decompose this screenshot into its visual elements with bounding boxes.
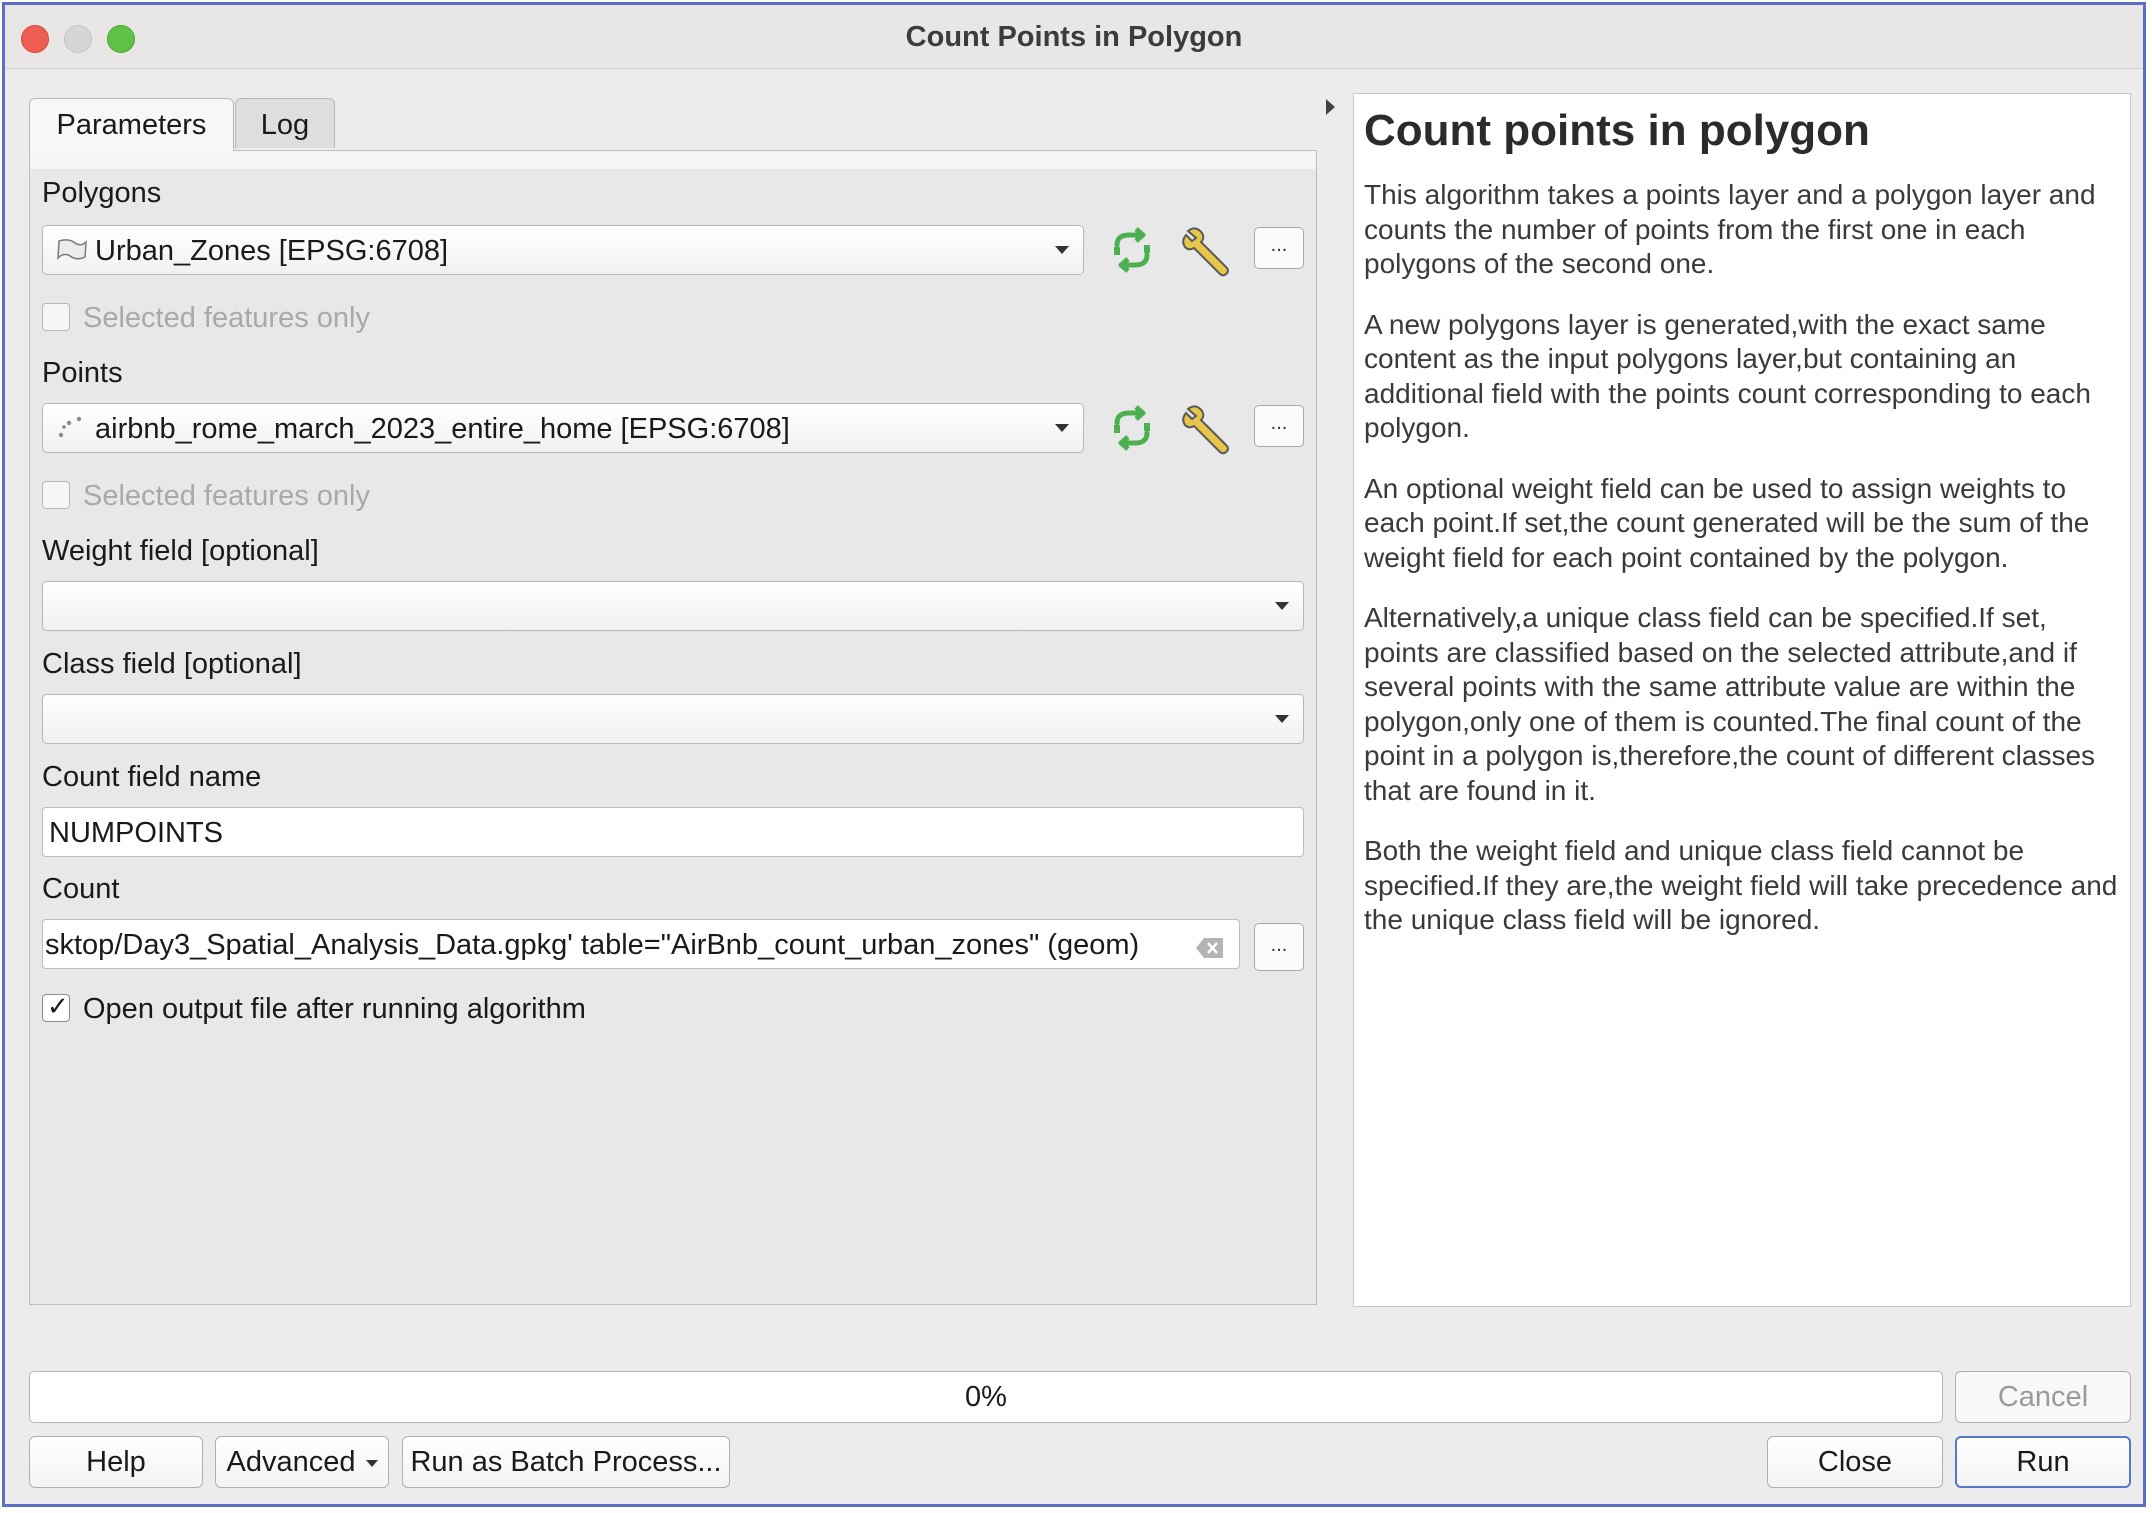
point-layer-icon [55, 413, 85, 451]
polygons-value: Urban_Zones [EPSG:6708] [95, 235, 449, 267]
window-title: Count Points in Polygon [905, 21, 1243, 53]
tab-log[interactable]: Log [235, 98, 335, 148]
help-title: Count points in polygon [1364, 106, 1870, 155]
polygons-label: Polygons [42, 177, 162, 209]
close-button[interactable]: Close [1767, 1436, 1943, 1488]
count-field-name-label: Count field name [42, 761, 262, 793]
tab-parameters[interactable]: Parameters [29, 98, 234, 151]
wrench-icon[interactable] [1180, 223, 1234, 277]
chevron-down-icon [1275, 602, 1289, 610]
clear-icon[interactable] [1195, 934, 1225, 967]
count-field-name-input[interactable] [42, 807, 1304, 857]
help-panel [1353, 93, 2131, 1307]
more-label: ... [1270, 934, 1288, 956]
chevron-down-icon [1055, 246, 1069, 254]
count-output-input[interactable] [42, 919, 1240, 969]
polygons-selected-only-label: Selected features only [83, 302, 370, 334]
polygons-selected-only-checkbox[interactable] [42, 303, 70, 331]
polygons-combo[interactable] [42, 225, 1084, 275]
help-paragraph: This algorithm takes a points layer and a polygon layer and counts the number of points from the first one in each polygons of the second one. [1364, 179, 2096, 279]
dialog-window [2, 2, 2146, 1507]
weight-field-label: Weight field [optional] [42, 535, 319, 567]
help-paragraph: Both the weight field and unique class field cannot be specified.If they are,the weight field will take precedence and the unique class field will be ignored. [1364, 835, 2118, 935]
more-label: ... [1270, 412, 1288, 434]
open-output-checkbox[interactable] [42, 991, 70, 1022]
polygon-layer-icon [55, 237, 89, 271]
refresh-icon[interactable] [1105, 223, 1159, 277]
open-output-label: Open output file after running algorithm [83, 993, 586, 1025]
panel-top-strip [30, 151, 1316, 169]
count-output-value: sktop/Day3_Spatial_Analysis_Data.gpkg' table="AirBnb_count_urban_zones" (geom) [45, 929, 1140, 961]
help-paragraph: Alternatively,a unique class field can be specified.If set, points are classified based on the selected attribute,and if several points with the same attribute value are within the polygon,only one of them is counted.The final count of the point in a polygon is,therefore,the count of different classes that are found in it. [1364, 602, 2096, 806]
help-button[interactable]: Help [29, 1436, 203, 1488]
count-output-label: Count [42, 873, 120, 905]
points-value: airbnb_rome_march_2023_entire_home [EPSG:6708] [95, 413, 790, 445]
polygons-more-button[interactable] [1254, 227, 1304, 269]
help-paragraph: A new polygons layer is generated,with the exact same content as the input polygons layer,but containing an additional field with the points count corresponding to each polygon. [1364, 308, 2091, 443]
title-bar [5, 5, 2143, 69]
weight-field-combo[interactable] [42, 581, 1304, 631]
advanced-button[interactable] [215, 1436, 389, 1488]
run-button[interactable]: Run [1955, 1436, 2131, 1488]
class-field-combo[interactable] [42, 694, 1304, 744]
points-selected-only-checkbox[interactable] [42, 481, 70, 509]
points-combo[interactable] [42, 403, 1084, 453]
chevron-down-icon [1055, 424, 1069, 432]
points-selected-only-label: Selected features only [83, 480, 370, 512]
points-label: Points [42, 357, 123, 389]
class-field-label: Class field [optional] [42, 648, 302, 680]
points-more-button[interactable] [1254, 405, 1304, 447]
advanced-label: Advanced [226, 1446, 356, 1478]
run-as-batch-button[interactable]: Run as Batch Process... [402, 1436, 730, 1488]
progress-text: 0% [965, 1381, 1007, 1413]
chevron-down-icon [366, 1460, 378, 1467]
wrench-icon[interactable] [1180, 401, 1234, 455]
parameters-panel [29, 150, 1317, 1305]
count-field-name-value: NUMPOINTS [49, 817, 223, 849]
count-output-more-button[interactable] [1254, 923, 1304, 971]
help-paragraph: An optional weight field can be used to assign weights to each point.If set,the count generated will be the sum of the weight field for each point contained by the polygon. [1364, 472, 2090, 573]
collapse-arrow-icon[interactable] [1326, 99, 1335, 115]
refresh-icon[interactable] [1105, 401, 1159, 455]
more-label: ... [1270, 234, 1288, 256]
checkmark-icon: ✓ [47, 991, 69, 1021]
chevron-down-icon [1275, 715, 1289, 723]
cancel-button[interactable]: Cancel [1955, 1371, 2131, 1423]
progress-bar [29, 1371, 1943, 1423]
